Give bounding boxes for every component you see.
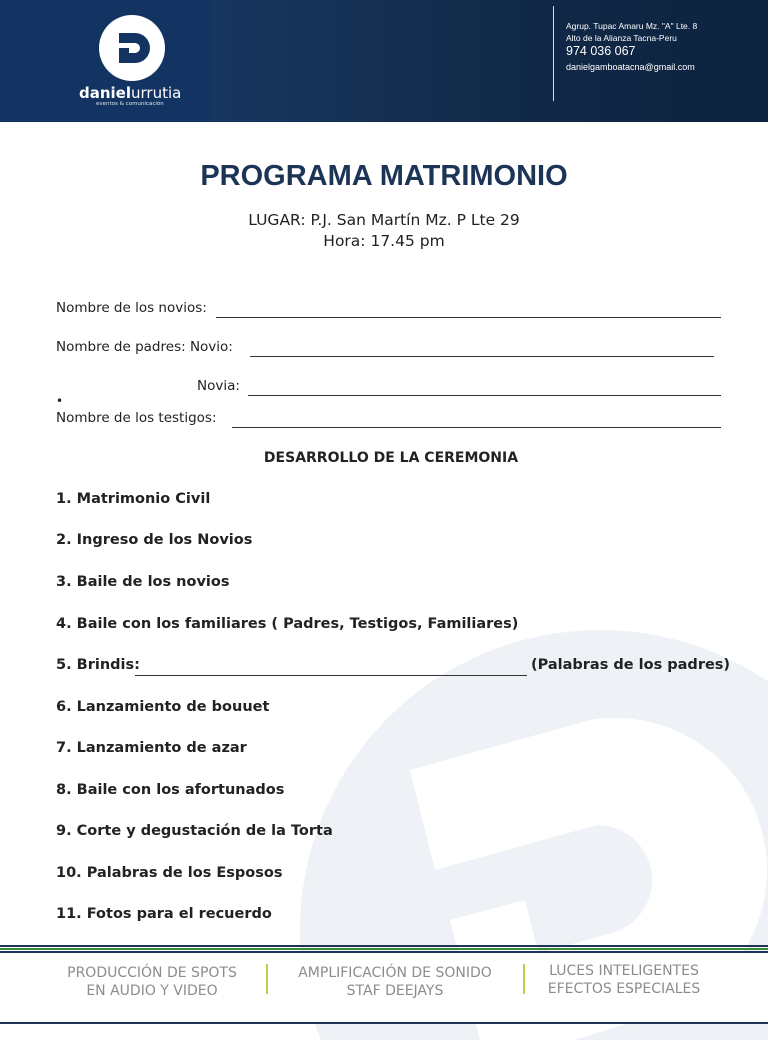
contact-address-line1: Agrup. Tupac Amaru Mz. "A" Lte. 8	[566, 21, 698, 31]
footer-service-video	[40, 964, 264, 1000]
list-item: 2. Ingreso de los Novios	[56, 532, 253, 548]
header-banner	[210, 0, 768, 122]
brand-tagline: eventos & comunicación	[96, 101, 164, 107]
bullet-mark: •	[56, 394, 64, 408]
list-item: 6. Lanzamiento de bouuet	[56, 699, 270, 715]
header-divider	[553, 6, 554, 101]
list-item: 1. Matrimonio Civil	[56, 491, 211, 507]
contact-phone: 974 036 067	[566, 44, 636, 58]
footer-service-line: EN AUDIO Y VIDEO	[86, 983, 218, 999]
padres-novia-blank-line[interactable]	[248, 395, 721, 396]
list-item: 8. Baile con los afortunados	[56, 782, 285, 798]
brindis-note: (Palabras de los padres)	[531, 657, 731, 673]
contact-email: danielgamboatacna@gmail.com	[566, 62, 695, 72]
footer-separator	[523, 964, 525, 994]
contact-address-line2: Alto de la Alianza Tacna-Peru	[566, 33, 677, 43]
footer-service-line: STAF DEEJAYS	[346, 983, 444, 999]
letterhead-header	[0, 0, 768, 122]
padres-novio-blank-line[interactable]	[250, 356, 714, 357]
list-item: 11. Fotos para el recuerdo	[56, 906, 272, 922]
brand-name: danielurrutia	[79, 84, 182, 102]
footer-rule	[0, 945, 768, 947]
brand-logo-icon	[99, 15, 165, 81]
footer-service-line: PRODUCCIÓN DE SPOTS	[67, 965, 237, 981]
list-item: 7. Lanzamiento de azar	[56, 740, 247, 756]
footer-service-sound	[270, 964, 520, 1000]
list-item: 10. Palabras de los Esposos	[56, 865, 283, 881]
event-time: Hora: 17.45 pm	[323, 232, 445, 250]
page-title: PROGRAMA MATRIMONIO	[200, 160, 568, 192]
padres-novio-label: Nombre de padres: Novio:	[56, 339, 233, 355]
brindis-blank-line[interactable]	[135, 675, 527, 676]
event-location: LUGAR: P.J. San Martín Mz. P Lte 29	[248, 211, 520, 229]
footer-service-line: AMPLIFICACIÓN DE SONIDO	[298, 965, 492, 981]
section-title: DESARROLLO DE LA CEREMONIA	[263, 450, 519, 466]
novios-label: Nombre de los novios:	[56, 300, 207, 316]
footer-rule-accent	[0, 948, 768, 950]
footer-service-lights	[528, 962, 720, 998]
testigos-blank-line[interactable]	[232, 427, 721, 428]
padres-novia-label: Novia:	[197, 378, 240, 394]
testigos-label: Nombre de los testigos:	[56, 410, 217, 426]
footer-separator	[266, 964, 268, 994]
list-item: 9. Corte y degustación de la Torta	[56, 823, 333, 839]
footer-service-line: LUCES INTELIGENTES	[549, 963, 699, 979]
list-item-brindis: 5. Brindis:	[56, 657, 140, 673]
list-item: 4. Baile con los familiares ( Padres, Testigos, Familiares)	[56, 616, 519, 632]
footer-service-line: EFECTOS ESPECIALES	[547, 981, 701, 997]
novios-blank-line[interactable]	[216, 317, 721, 318]
list-item: 3. Baile de los novios	[56, 574, 230, 590]
